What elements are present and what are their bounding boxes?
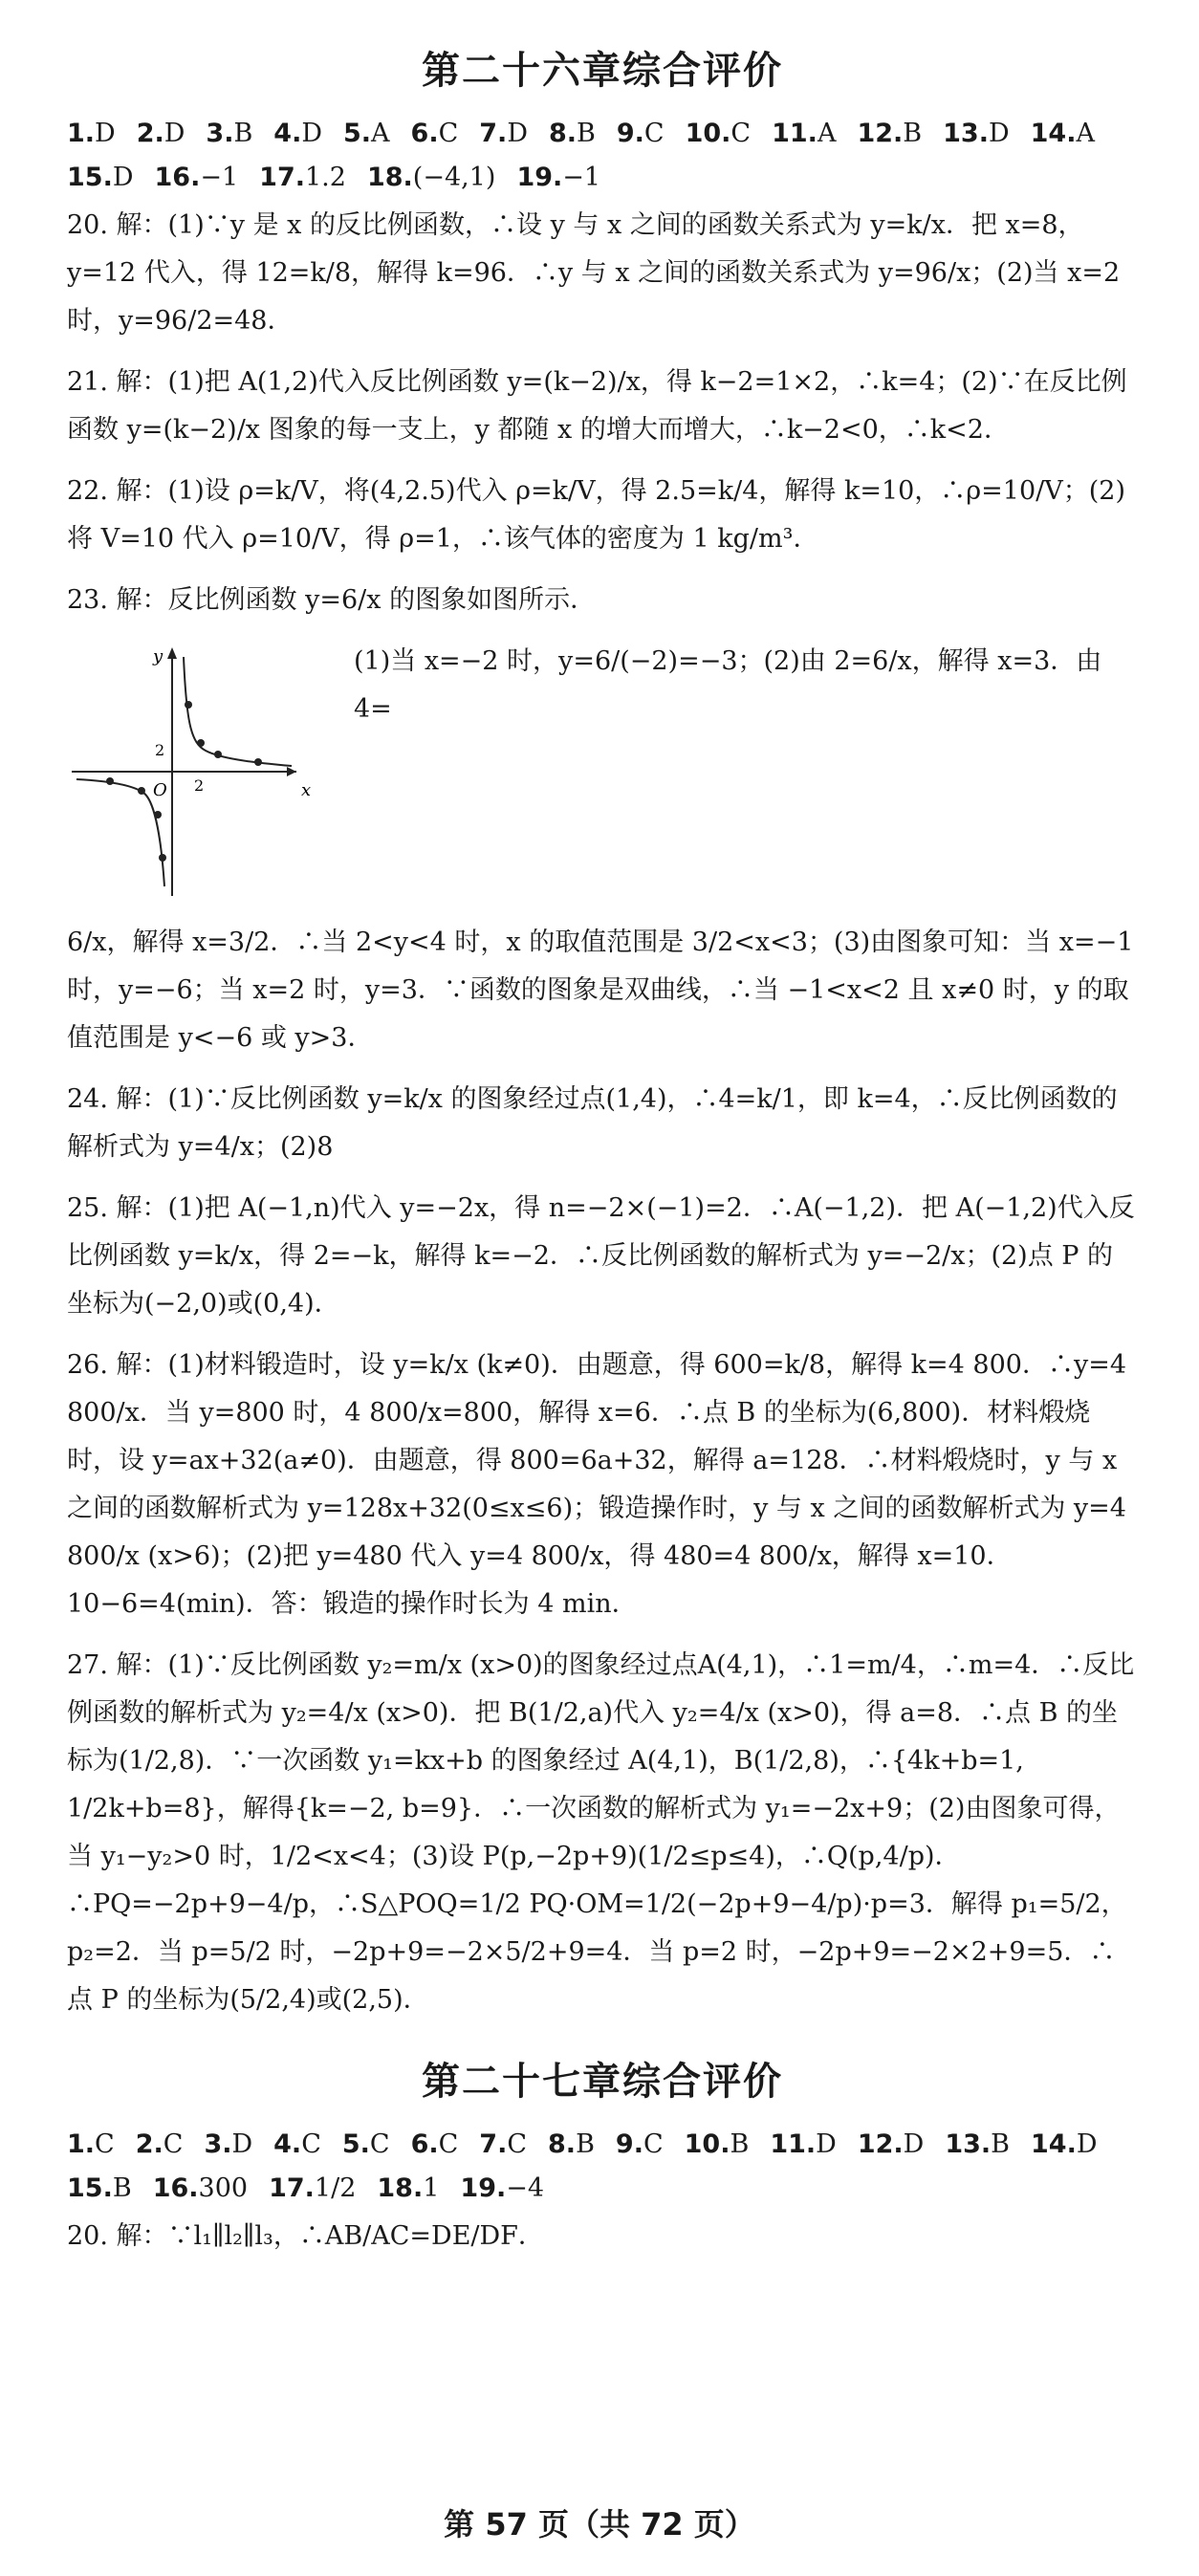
answer-value: B — [577, 119, 596, 148]
answer-number: 17. — [259, 163, 305, 192]
answer-item — [67, 2167, 132, 2211]
answer-value: C — [369, 2129, 390, 2159]
answer-value: D — [1076, 2129, 1098, 2159]
plot-point — [214, 751, 222, 758]
answer-item — [204, 2123, 252, 2167]
q27-solution: 27. 解：(1)∵反比例函数 y₂=m/x (x>0)的图象经过点A(4,1)，∴1=m/4，∴m=4．∴反比例函数的解析式为 y₂=4/x (x>0)．把 B(1/2,a)代入 y₂=4/x (x>0)，得 a=8．∴点 B 的坐标为(1/2,8)．∵一次函数 y₁=kx+b 的图象经过 A(4,1)，B(1/2,8)，∴{4k+b=1, 1/2k+b=8}，解得{k=−2, b=9}．∴一次函数的解析式为 y₁=−2x+9；(2)由图象可得，当 y₁−y₂>0 时，1/2<x<4；(3)设 P(p,−2p+9)(1/2≤p≤4)，∴Q(p,4/p)．∴PQ=−2p+9−4/p，∴S△POQ=1/2 PQ·OM=1/2(−2p+9−4/p)·p=3．解得 p₁=5/2，p₂=2．当 p=5/2 时，−2p+9=−2×5/2+9=4．当 p=2 时，−2p+9=−2×2+9=5．∴点 P 的坐标为(5/2,4)或(2,5)． — [67, 1650, 1135, 2015]
answer-item — [67, 156, 134, 200]
answer-item — [67, 112, 116, 156]
answer-value: C — [301, 2129, 321, 2159]
plot-point — [106, 777, 114, 785]
q23-continued: 6/x，解得 x=3/2．∴当 2<y<4 时，x 的取值范围是 3/2<x<3；(3)由图象可知：当 x=−1 时，y=−6；当 x=2 时，y=3．∵函数的图象是双曲线，∴当 −1<x<2 且 x≠0 时，y 的取值范围是 y<−6 或 y>3． — [67, 928, 1134, 1053]
hyperbola-branch-right — [184, 657, 292, 766]
answer-item — [206, 112, 252, 156]
answer-item — [137, 112, 185, 156]
answer-number: 7. — [479, 2129, 508, 2159]
answer-value: −1 — [200, 163, 239, 192]
answer-number: 19. — [460, 2173, 507, 2203]
answer-number: 2. — [135, 2129, 164, 2159]
answer-number: 12. — [857, 119, 904, 148]
answer-value: B — [112, 2173, 132, 2203]
answer-value: D — [231, 2129, 253, 2159]
answer-value: D — [112, 163, 134, 192]
answer-value: 300 — [198, 2173, 249, 2203]
answer-value: D — [903, 2129, 925, 2159]
y-tick-label: 2 — [155, 741, 165, 759]
answer-item — [516, 156, 600, 200]
plot-point — [185, 701, 192, 709]
answer-value: C — [643, 2129, 664, 2159]
answer-value: A — [1076, 119, 1095, 148]
answer-number: 3. — [206, 119, 234, 148]
answer-item — [259, 156, 346, 200]
answer-item — [136, 2123, 184, 2167]
answer-item — [858, 2123, 925, 2167]
answer-number: 18. — [377, 2173, 424, 2203]
plot-point — [138, 787, 145, 795]
answer-value: 1/2 — [314, 2173, 357, 2203]
x-axis-label: x — [301, 780, 312, 800]
answer-item — [548, 2123, 595, 2167]
page-footer: 第 57 页（共 72 页） — [444, 2506, 755, 2543]
answer-value: 1 — [423, 2173, 440, 2203]
answer-item — [857, 112, 922, 156]
answer-value: −4 — [506, 2173, 545, 2203]
answer-number: 10. — [685, 119, 731, 148]
chapter27-choice-answers — [67, 2123, 1138, 2211]
answer-number: 4. — [273, 119, 302, 148]
answer-number: 12. — [857, 2129, 904, 2159]
answer-number: 11. — [770, 2129, 817, 2159]
answer-item — [479, 2123, 527, 2167]
answer-value: D — [95, 119, 116, 148]
answer-number: 14. — [1030, 119, 1077, 148]
answer-item — [770, 2123, 837, 2167]
answer-item — [411, 2123, 459, 2167]
q20-solution: 20. 解：(1)∵y 是 x 的反比例函数，∴设 y 与 x 之间的函数关系式为 y=k/x．把 x=8，y=12 代入，得 12=k/8，解得 k=96．∴y 与 x 之间的函数关系式为 y=96/x；(2)当 x=2 时，y=96/2=48． — [67, 210, 1121, 336]
plot-point — [154, 811, 162, 819]
answer-value: A — [371, 119, 390, 148]
plot-point — [254, 758, 262, 766]
answer-item — [772, 112, 836, 156]
answer-item — [617, 112, 665, 156]
y-axis-label: y — [153, 646, 164, 666]
answer-item — [343, 112, 390, 156]
answer-value: C — [730, 119, 752, 148]
answer-number: 3. — [204, 2129, 232, 2159]
q21-solution: 21. 解：(1)把 A(1,2)代入反比例函数 y=(k−2)/x，得 k−2=1×2，∴k=4；(2)∵在反比例函数 y=(k−2)/x 图象的每一支上，y 都随 x 的增大而增大，∴k−2<0，∴k<2． — [67, 367, 1127, 445]
answer-value: B — [903, 119, 923, 148]
answer-item — [273, 2123, 321, 2167]
answer-item — [67, 2123, 115, 2167]
answer-item — [367, 156, 495, 200]
answer-number: 15. — [67, 163, 113, 192]
q24-solution: 24. 解：(1)∵反比例函数 y=k/x 的图象经过点(1,4)，∴4=k/1，即 k=4，∴反比例函数的解析式为 y=4/x；(2)8 — [67, 1084, 1118, 1162]
answer-value: B — [730, 2129, 750, 2159]
chapter27-title: 第二十七章综合评价 — [422, 2060, 783, 2104]
answer-value: D — [988, 119, 1010, 148]
ch27-q20-solution: 20. 解：∵l₁∥l₂∥l₃，∴AB/AC=DE/DF． — [67, 2221, 544, 2251]
x-axis-arrow — [287, 767, 296, 776]
answer-item — [1031, 2123, 1098, 2167]
answer-value: (−4,1) — [412, 163, 496, 192]
answer-value: D — [164, 119, 185, 148]
answer-value: D — [301, 119, 322, 148]
q22-solution: 22. 解：(1)设 ρ=k/V，将(4,2.5)代入 ρ=k/V，得 2.5=k/4，解得 k=10，∴ρ=10/V；(2)将 V=10 代入 ρ=10/V，得 ρ=1，∴该气体的密度为 1 kg/m³． — [67, 476, 1125, 554]
q25-solution: 25. 解：(1)把 A(−1,n)代入 y=−2x，得 n=−2×(−1)=2．∴A(−1,2)．把 A(−1,2)代入反比例函数 y=k/x，得 2=−k，解得 k=−2．∴反比例函数的解析式为 y=−2/x；(2)点 P 的坐标为(−2,0)或(0,4)． — [67, 1193, 1135, 1319]
answer-number: 6. — [410, 2129, 439, 2159]
answer-number: 16. — [152, 2173, 199, 2203]
answer-number: 7. — [479, 119, 508, 148]
answer-number: 11. — [772, 119, 818, 148]
answer-value: C — [95, 2129, 115, 2159]
answer-value: A — [817, 119, 837, 148]
answer-number: 8. — [548, 119, 578, 148]
x-tick-label: 2 — [194, 776, 205, 795]
answer-value: −1 — [562, 163, 601, 192]
answer-value: B — [991, 2129, 1010, 2159]
answer-number: 5. — [341, 2129, 370, 2159]
q23-graph-block — [67, 638, 1138, 906]
answer-number: 18. — [366, 163, 413, 192]
answer-number: 4. — [273, 2129, 302, 2159]
answer-value: 1.2 — [305, 163, 346, 192]
answer-number: 1. — [67, 119, 96, 148]
chapter26-solutions — [67, 202, 1138, 2024]
q23-intro: 23. 解：反比例函数 y=6/x 的图象如图所示． — [67, 585, 597, 615]
answer-item — [943, 112, 1010, 156]
answer-item — [155, 156, 239, 200]
chapter26-title: 第二十六章综合评价 — [422, 49, 783, 93]
answer-number: 13. — [945, 2129, 992, 2159]
chapter27-section — [67, 2051, 1138, 2260]
answer-page — [67, 29, 1138, 2274]
plot-point — [197, 739, 205, 747]
answer-item — [686, 112, 752, 156]
answer-number: 17. — [269, 2173, 315, 2203]
plot-point — [159, 854, 166, 862]
answer-item — [1031, 112, 1095, 156]
answer-number: 9. — [615, 2129, 643, 2159]
chapter26-choice-answers — [67, 112, 1138, 200]
answer-value: C — [438, 2129, 459, 2159]
answer-item — [377, 2167, 439, 2211]
answer-item — [269, 2167, 356, 2211]
answer-item — [945, 2123, 1010, 2167]
answer-number: 16. — [154, 163, 201, 192]
answer-value: C — [507, 2129, 528, 2159]
answer-item — [616, 2123, 664, 2167]
answer-item — [549, 112, 596, 156]
hyperbola-branch-left — [76, 779, 164, 886]
answer-item — [411, 112, 459, 156]
answer-number: 5. — [343, 119, 372, 148]
q26-solution: 26. 解：(1)材料锻造时，设 y=k/x (k≠0)．由题意，得 600=k/8，解得 k=4 800．∴y=4 800/x．当 y=800 时，4 800/x=800，解得 x=6．∴点 B 的坐标为(6,800)．材料煅烧时，设 y=ax+32(a≠0)．由题意，得 800=6a+32，解得 a=128．∴材料煅烧时，y 与 x 之间的函数解析式为 y=128x+32(0≤x≤6)；锻造操作时，y 与 x 之间的函数解析式为 y=4 800/x (x>6)；(2)把 y=480 代入 y=4 800/x，得 480=4 800/x，解得 x=10．10−6=4(min)．答：锻造的操作时长为 4 min． — [67, 1350, 1127, 1619]
origin-label: O — [153, 780, 167, 800]
answer-number: 1. — [67, 2129, 96, 2159]
answer-number: 14. — [1031, 2129, 1077, 2159]
answer-number: 10. — [684, 2129, 730, 2159]
answer-number: 9. — [616, 119, 644, 148]
answer-item — [685, 2123, 750, 2167]
answer-item — [153, 2167, 248, 2211]
hyperbola-graph — [67, 638, 316, 906]
answer-number: 13. — [943, 119, 989, 148]
y-axis-arrow — [167, 647, 177, 659]
answer-number: 2. — [136, 119, 164, 148]
answer-item — [342, 2123, 390, 2167]
answer-item — [460, 2167, 544, 2211]
answer-value: C — [163, 2129, 184, 2159]
answer-number: 15. — [67, 2173, 113, 2203]
answer-item — [479, 112, 528, 156]
chapter27-solutions — [67, 2213, 1138, 2260]
answer-item — [273, 112, 322, 156]
answer-number: 19. — [516, 163, 563, 192]
answer-number: 8. — [548, 2129, 577, 2159]
answer-value: B — [233, 119, 253, 148]
answer-number: 6. — [410, 119, 439, 148]
answer-value: C — [438, 119, 459, 148]
answer-value: D — [816, 2129, 837, 2159]
q23-part1: (1)当 x=−2 时，y=6/(−2)=−3；(2)由 2=6/x，解得 x=3．由 4= — [354, 646, 1102, 724]
answer-value: D — [507, 119, 528, 148]
answer-value: B — [576, 2129, 595, 2159]
answer-value: C — [643, 119, 665, 148]
